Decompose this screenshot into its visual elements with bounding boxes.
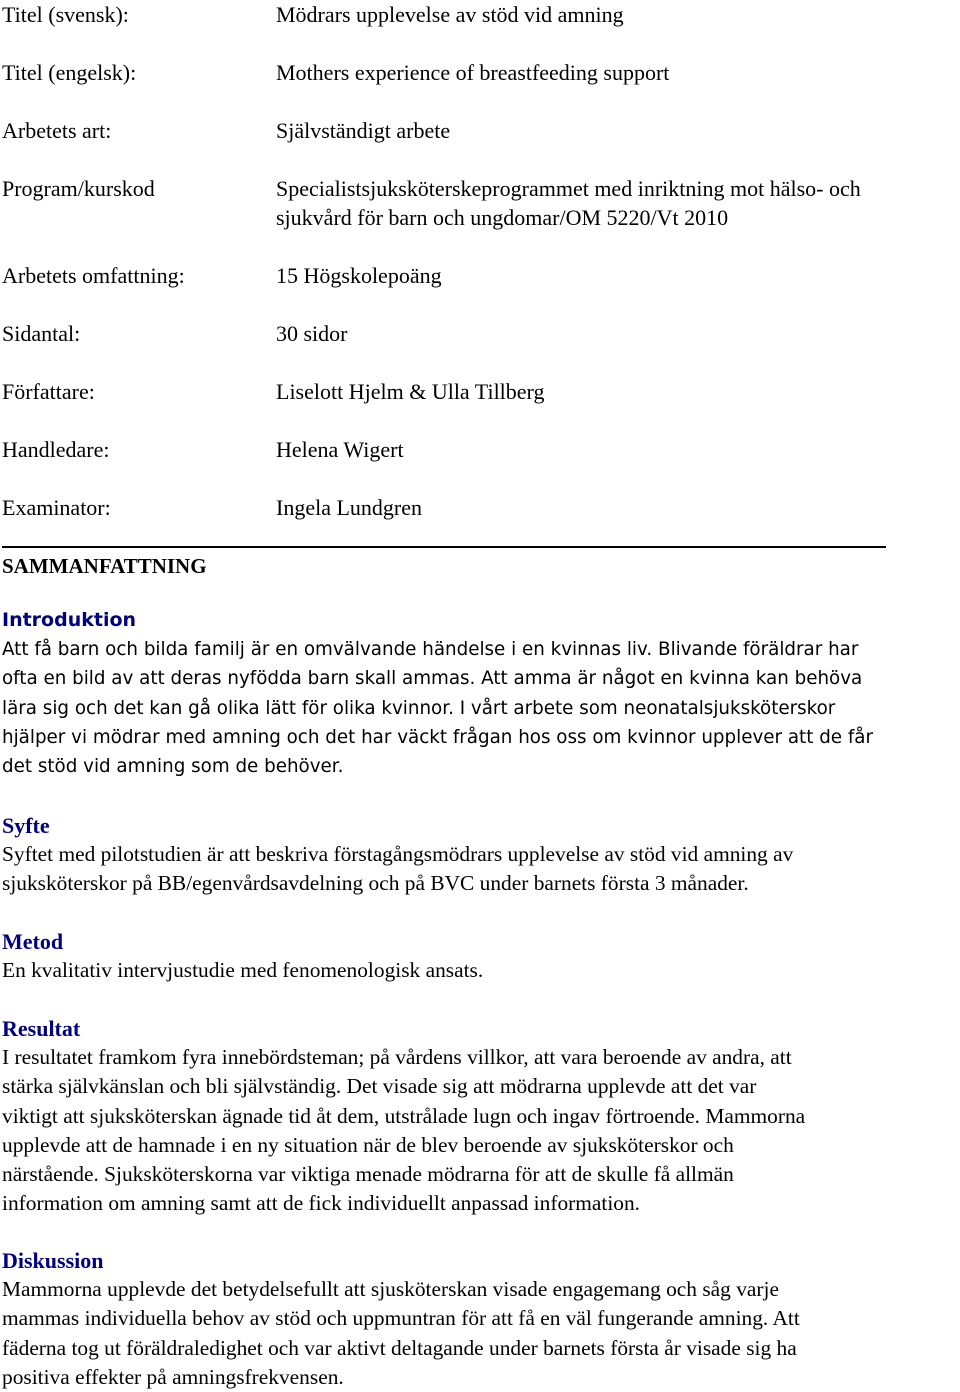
- text-line: stärka självkänslan och bli självständig. Det visade sig att mödrarna upplevde att det var: [2, 1074, 757, 1099]
- section-heading: Introduktion: [2, 609, 137, 631]
- meta-value: Liselott Hjelm & Ulla Tillberg: [276, 379, 545, 404]
- section-heading: Resultat: [2, 1016, 81, 1041]
- section-purpose: [2, 811, 958, 899]
- meta-label: Titel (engelsk):: [2, 60, 137, 85]
- meta-label: Sidantal:: [2, 321, 81, 346]
- meta-label: Arbetets art:: [2, 118, 112, 143]
- text-line: upplevde att de hamnade i en ny situation när de blev beroende av sjuksköterskor och: [2, 1132, 734, 1157]
- section-body: [2, 956, 958, 985]
- meta-label: Examinator:: [2, 495, 111, 520]
- meta-label: Arbetets omfattning:: [2, 263, 185, 288]
- summary-heading: SAMMANFATTNING: [2, 554, 207, 578]
- text-line: Mammorna upplevde det betydelsefullt att sjusköterskan visade engagemang och såg varje: [2, 1277, 779, 1301]
- meta-value: Helena Wigert: [276, 437, 404, 462]
- meta-value: 15 Högskolepoäng: [276, 263, 442, 288]
- horizontal-divider: [2, 546, 886, 548]
- meta-value: Mothers experience of breastfeeding support: [276, 60, 670, 85]
- text-line: ofta en bild av att deras nyfödda barn skall ammas. Att amma är något en kvinna kan behöva: [2, 668, 863, 690]
- section-body: [2, 1275, 958, 1392]
- text-line: sjuksköterskor på BB/egenvårdsavdelning och på BVC under barnets första 3 månader.: [2, 871, 749, 896]
- text-line: mammas individuella behov av stöd och uppmuntran för att få en väl fungerande amning. Att: [2, 1306, 800, 1331]
- meta-value: Självständigt arbete: [276, 118, 451, 143]
- section-body: [2, 840, 958, 899]
- section-heading: Diskussion: [2, 1248, 104, 1273]
- meta-label: Program/kurskod: [2, 176, 155, 201]
- text-line: viktigt att sjuksköterskan ägnade tid åt dem, utstrålade lugn och ingav förtroende. Mammorna: [2, 1103, 806, 1128]
- text-line: Att få barn och bilda familj är en omvälvande händelse i en kvinnas liv. Blivande föräldrar har: [2, 639, 859, 660]
- meta-value: Ingela Lundgren: [276, 495, 422, 520]
- text-line: lära sig och det kan gå olika lätt för olika kvinnor. I vårt arbete som neonatalsjuksköterskor: [2, 697, 836, 719]
- text-line: hjälper vi mödrar med amning och det har väckt frågan hos oss om kvinnor upplever att de får: [2, 726, 874, 748]
- text-line: närstående. Sjuksköterskorna var viktiga menade mödrarna för att de skulle få allmän: [2, 1162, 734, 1187]
- section-discussion: [2, 1246, 958, 1392]
- text-line: fäderna tog ut föräldraledighet och var aktivt deltagande under barnets första år visade sig ha: [2, 1335, 797, 1360]
- text-line: information om amning samt att de fick individuellt anpassad information.: [2, 1191, 641, 1216]
- section-results: [2, 1014, 958, 1219]
- meta-value: 30 sidor: [276, 321, 348, 346]
- section-introduction: [2, 606, 958, 781]
- meta-value: sjukvård för barn och ungdomar/OM 5220/Vt 2010: [276, 205, 729, 230]
- text-line: I resultatet framkom fyra innebördsteman; på vårdens villkor, att vara beroende av andra, att: [2, 1045, 792, 1069]
- text-line: Syftet med pilotstudien är att beskriva förstagångsmödrars upplevelse av stöd vid amning av: [2, 842, 794, 866]
- meta-value: Specialistsjuksköterskeprogrammet med inriktning mot hälso- och: [276, 176, 861, 201]
- meta-label: Titel (svensk):: [2, 2, 129, 27]
- text-line: positiva effekter på amningsfrekvensen.: [2, 1364, 344, 1389]
- section-heading: Metod: [2, 929, 64, 954]
- meta-label: Handledare:: [2, 437, 110, 462]
- section-body: [2, 1043, 958, 1219]
- text-line: det stöd vid amning som de behöver.: [2, 756, 344, 778]
- section-method: [2, 927, 958, 985]
- section-body: [2, 635, 958, 781]
- section-heading: Syfte: [2, 813, 50, 838]
- meta-value: Mödrars upplevelse av stöd vid amning: [276, 2, 624, 27]
- meta-label: Författare:: [2, 379, 95, 404]
- text-line: En kvalitativ intervjustudie med fenomenologisk ansats.: [2, 958, 484, 982]
